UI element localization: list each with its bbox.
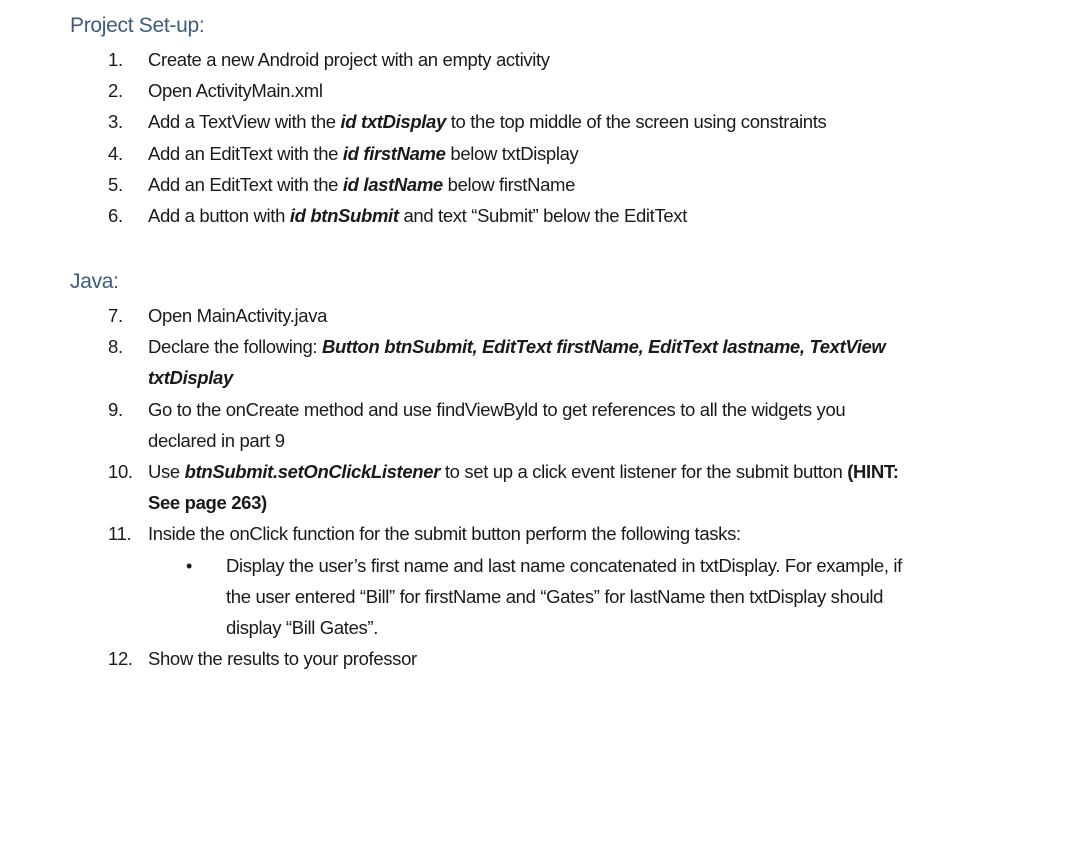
list-item-line [226, 616, 378, 640]
list-item-line [148, 522, 741, 546]
emphasized-text: (HINT: [847, 461, 899, 482]
text-run: Add a button with [148, 205, 290, 226]
list-item-line [148, 429, 285, 453]
text-run: declared in part 9 [148, 429, 285, 451]
list-item-line [148, 366, 233, 390]
list-item-line [226, 554, 902, 578]
text-run: Add a TextView with the [148, 111, 341, 133]
text-run: below firstName [442, 173, 576, 195]
list-item-line [148, 460, 899, 484]
text-run: to the top middle of the screen using constraints [445, 111, 827, 133]
emphasized-text: btnSubmit.setOnClickListener [184, 461, 441, 482]
list-number: 2. [108, 80, 123, 102]
list-item-line [226, 585, 883, 609]
list-number: 3. [108, 111, 123, 133]
text-run: the user entered “Bill” for firstName and “Gates” for lastName then txtDisplay should [226, 585, 884, 607]
section-heading: Project Set-up: [70, 14, 205, 37]
text-run: Declare the following: [148, 336, 322, 358]
list-item-line [148, 204, 687, 228]
list-number: 6. [108, 205, 123, 226]
list-item-line [148, 398, 845, 422]
list-number: 5. [108, 173, 123, 195]
emphasized-text: Button btnSubmit, EditText firstName, EditText lastname, TextView [321, 336, 886, 358]
list-number: 1. [108, 49, 123, 70]
list-number: 4. [108, 142, 123, 164]
list-number: 12. [108, 648, 133, 670]
text-run: Show the results to your professor [148, 648, 417, 670]
text-run: to set up a click event listener for the submit button [440, 461, 848, 482]
list-number: 8. [108, 336, 123, 358]
text-run: Open MainActivity.java [148, 305, 328, 326]
list-item-line [148, 48, 550, 72]
text-run: below txtDisplay [445, 142, 579, 164]
text-run: display “Bill Gates”. [226, 617, 379, 638]
list-number: 9. [108, 398, 123, 420]
list-item-line [148, 304, 327, 328]
section-heading: Java: [70, 270, 119, 293]
emphasized-text: See page 263) [148, 492, 267, 514]
text-run: Go to the onCreate method and use findViewByld to get references to all the widgets you [148, 398, 846, 420]
bullet-icon: • [186, 555, 193, 576]
text-run: Add an EditText with the [148, 173, 343, 195]
emphasized-text: id firstName [342, 142, 446, 164]
list-item-line [148, 79, 323, 103]
emphasized-text: id btnSubmit [289, 205, 399, 226]
text-run: Open ActivityMain.xml [148, 80, 323, 102]
text-run: Create a new Android project with an empty activity [148, 49, 550, 70]
list-item-line [148, 647, 417, 671]
list-item-line [148, 110, 826, 134]
emphasized-text: id lastName [342, 173, 443, 195]
text-run: Display the user’s first name and last name concatenated in txtDisplay. For example, if [226, 554, 902, 576]
text-run: Inside the onClick function for the submit button perform the following tasks: [148, 523, 741, 545]
list-item-line [148, 173, 575, 197]
list-number: 10. [108, 461, 133, 482]
list-item-line [148, 142, 578, 166]
text-run: and text “Submit” below the EditText [398, 205, 687, 226]
text-run: Add an EditText with the [148, 142, 343, 164]
text-run: Use [148, 461, 185, 482]
emphasized-text: txtDisplay [148, 367, 233, 389]
list-item-line [148, 335, 885, 359]
list-number: 7. [108, 305, 123, 326]
list-item-line [148, 491, 267, 515]
list-number: 11. [108, 523, 132, 545]
emphasized-text: id txtDisplay [340, 111, 446, 133]
